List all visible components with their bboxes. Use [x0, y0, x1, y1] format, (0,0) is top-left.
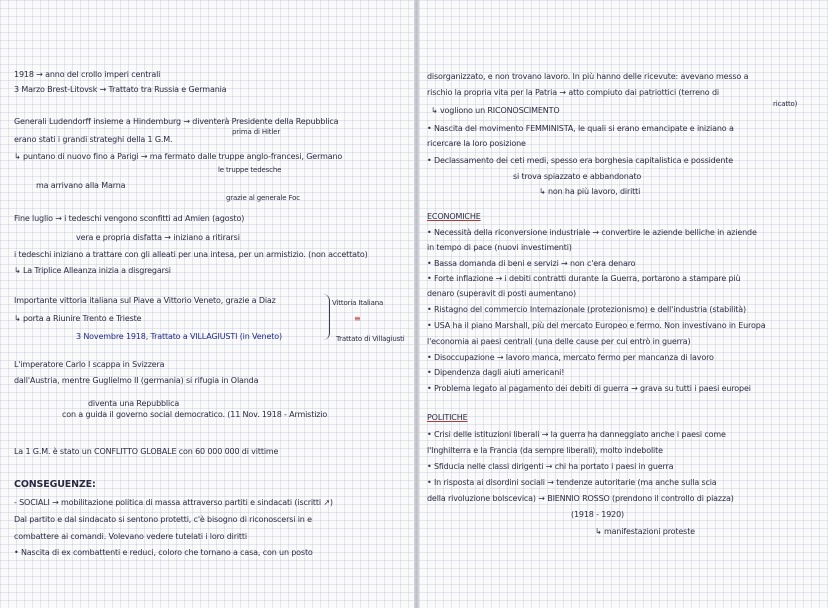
note-line: diventa una Repubblica: [88, 399, 180, 408]
section-heading: CONSEGUENZE:: [14, 479, 96, 490]
note-line: 3 Marzo Brest-Litovsk → Trattato tra Russia e Germania: [14, 85, 227, 94]
note-line: si trova spiazzato e abbandonato: [513, 172, 642, 181]
note-annotation: Vittoria Italiana: [332, 299, 384, 307]
note-line: dall'Austria, mentre Guglielmo II (germania) si rifugia in Olanda: [14, 376, 259, 385]
note-line: • Bassa domanda di beni e servizi → non c'era denaro: [427, 259, 636, 268]
note-line: ↳ porta a Riunire Trento e Trieste: [14, 314, 142, 323]
note-line: • Crisi delle istituzioni liberali → la guerra ha danneggiato anche i paesi come: [427, 430, 726, 439]
note-line: della rivoluzione bolscevica) → BIENNIO ROSSO (prendono il controllo di piazza): [427, 494, 734, 503]
brace: [323, 294, 330, 340]
note-annotation: grazie al generale Foc: [226, 194, 300, 202]
note-line: • Sfiducia nelle classi dirigenti → chi ha portato i paesi in guerra: [427, 462, 674, 471]
note-line: ↳ La Triplice Alleanza inizia a disgregarsi: [14, 266, 171, 275]
note-line: • Problema legato al pagamento dei debiti di guerra → grava su tutti i paesi europei: [427, 384, 751, 393]
note-line: disorganizzato, e non trovano lavoro. In più hanno delle ricevute: avevano messo a: [427, 72, 749, 81]
note-line: ↳ vogliono un RICONOSCIMENTO: [431, 106, 560, 115]
note-line: ricercare la loro posizione: [427, 139, 526, 148]
section-heading: ECONOMICHE: [427, 212, 481, 221]
note-line: Dal partito e dal sindacato si sentono protetti, c'è bisogno di riconoscersi in e: [14, 515, 312, 524]
note-line: ↳ puntano di nuovo fino a Parigi → ma fermato dalle truppe anglo-francesi, Germano: [14, 152, 343, 161]
note-line: Generali Ludendorff insieme a Hindemburg → diventerà Presidente della Repubblica: [14, 117, 339, 126]
note-line: • Forte inflazione → i debiti contratti durante la Guerra, portarono a stampare più: [427, 274, 741, 283]
note-line: Fine luglio → i tedeschi vengono sconfitti ad Amien (agosto): [14, 214, 245, 223]
note-annotation: prima di Hitler: [232, 128, 281, 136]
note-line: • Necessità della riconversione industriale → convertire le aziende belliche in aziende: [427, 228, 757, 237]
note-line: • USA ha il piano Marshall, più del mercato Europeo e fermo. Non investivano in Europa: [427, 321, 766, 330]
note-line: ↳ non ha più lavoro, diritti: [539, 187, 641, 196]
note-line: • Ristagno del commercio Internazionale (protezionismo) e dell'industria (stabilità): [427, 305, 747, 314]
note-annotation: Trattato di Villagiusti: [336, 335, 405, 343]
note-line: 1918 → anno del crollo imperi centrali: [14, 70, 161, 79]
note-line: • Nascita del movimento FEMMINISTA, le quali si erano emancipate e iniziano a: [427, 124, 734, 133]
note-line: l'economia ai paesi centrali (una delle cause per cui entrò in guerra): [427, 337, 691, 346]
note-line: • Declassamento dei ceti medi, spesso era borghesia capitalistica e possidente: [427, 156, 734, 165]
note-line: (1918 - 1920): [571, 510, 624, 519]
note-line: • Disoccupazione → lavoro manca, mercato fermo per mancanza di lavoro: [427, 353, 714, 362]
right-notebook-page: [419, 0, 828, 608]
note-line: vera e propria disfatta → iniziano a ritirarsi: [76, 233, 240, 242]
note-line: in tempo di pace (nuovi investimenti): [427, 243, 572, 252]
note-line: • In risposta ai disordini sociali → tendenze autoritarie (ma anche sulla scia: [427, 478, 717, 487]
note-line: denaro (superavit di posti aumentano): [427, 289, 576, 298]
equals-mark: ≡: [354, 314, 361, 323]
note-line: i tedeschi iniziano a trattare con gli alleati per una intesa, per un armistizio. (non accettato): [14, 250, 368, 259]
note-line: - SOCIALI → mobilitazione politica di massa attraverso partiti e sindacati (iscritti ↗): [14, 498, 333, 507]
note-line: • Nascita di ex combattenti e reduci, coloro che tornano a casa, con un posto: [14, 548, 313, 557]
note-line: rischio la propria vita per la Patria → atto compiuto dai patriottici (terreno di: [427, 88, 719, 97]
note-line: con a guida il governo social democratico. (11 Nov. 1918 - Armistizio: [62, 410, 328, 419]
note-line: • Dipendenza dagli aiuti americani!: [427, 368, 565, 377]
note-line: l'Inghilterra e la Francia (da sempre liberali), molto indebolite: [427, 446, 663, 455]
note-line: La 1 G.M. è stato un CONFLITTO GLOBALE con 60 000 000 di vittime: [14, 447, 279, 456]
note-line: Importante vittoria italiana sul Piave a Vittorio Veneto, grazie a Diaz: [14, 296, 276, 305]
note-annotation: ricatto): [773, 100, 798, 108]
note-line-highlight: 3 Novembre 1918, Trattato a VILLAGIUSTI (in Veneto): [76, 332, 282, 341]
note-line: ↳ manifestazioni proteste: [595, 527, 695, 536]
section-heading: POLITICHE: [427, 413, 468, 422]
note-line: ma arrivano alla Marna: [36, 181, 126, 190]
note-line: erano stati i grandi strateghi della 1 G.M.: [14, 135, 173, 144]
note-line: combattere ai comandi. Volevano vedere tutelati i loro diritti: [14, 532, 247, 541]
note-line: L'imperatore Carlo I scappa in Svizzera: [14, 360, 165, 369]
note-annotation: le truppe tedesche: [218, 166, 282, 174]
